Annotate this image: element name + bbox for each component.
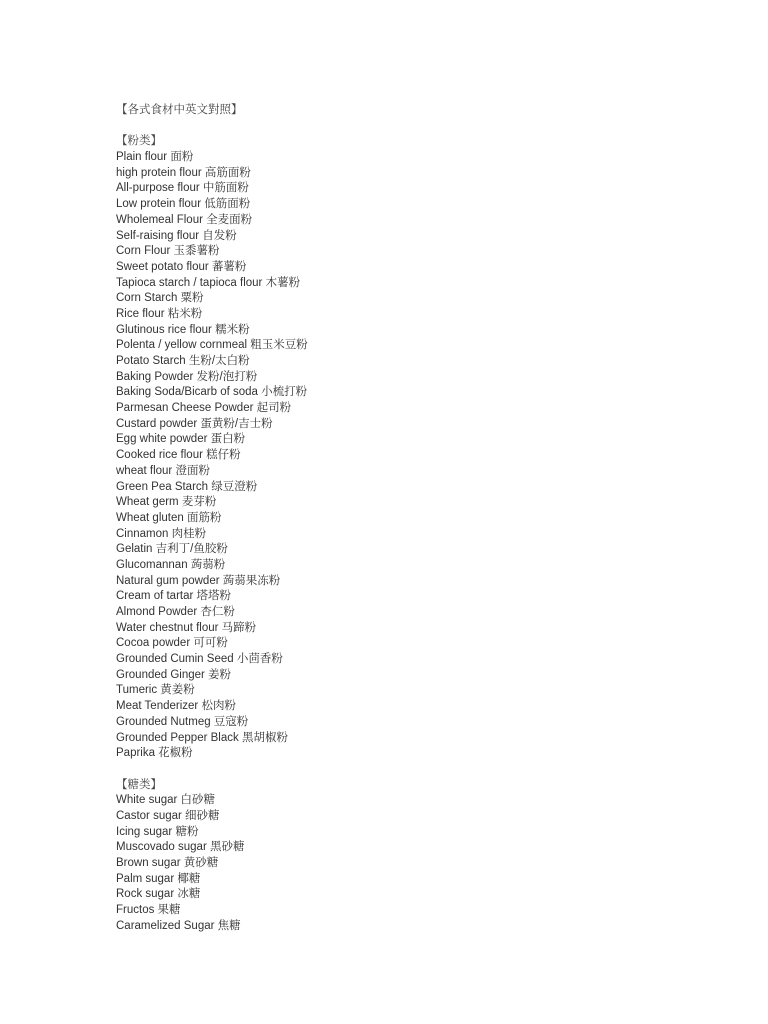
list-item: Corn Flour 玉黍薯粉 <box>116 245 220 258</box>
list-item: Tapioca starch / tapioca flour 木薯粉 <box>116 276 301 289</box>
spacer <box>116 762 736 778</box>
list-item: Egg white powder 蛋白粉 <box>116 433 246 446</box>
list-item: Glutinous rice flour 糯米粉 <box>116 323 250 336</box>
list-item: Baking Powder 发粉/泡打粉 <box>116 370 258 383</box>
list-item: Wheat germ 麦芽粉 <box>116 496 217 509</box>
document-title: 【各式食材中英文對照】 <box>116 104 243 116</box>
list-item: Natural gum powder 蒟蒻果冻粉 <box>116 574 281 587</box>
list-item: Grounded Pepper Black 黑胡椒粉 <box>116 731 288 744</box>
list-item: Gelatin 吉利丁/鱼胶粉 <box>116 543 228 556</box>
list-item: Paprika 花椒粉 <box>116 747 193 760</box>
list-item: Grounded Ginger 姜粉 <box>116 668 232 681</box>
section-sugars <box>116 778 736 935</box>
sugar-list <box>116 793 736 934</box>
list-item: All-purpose flour 中筋面粉 <box>116 182 249 195</box>
list-item: Grounded Cumin Seed 小茴香粉 <box>116 653 283 666</box>
list-item: White sugar 白砂糖 <box>116 794 216 807</box>
list-item: Cocoa powder 可可粉 <box>116 637 228 650</box>
section-heading-sugars: 【糖类】 <box>116 778 162 791</box>
list-item: Custard powder 蛋黄粉/吉士粉 <box>116 417 273 430</box>
spacer <box>116 119 736 135</box>
list-item: wheat flour 澄面粉 <box>116 464 210 477</box>
list-item: Potato Starch 生粉/太白粉 <box>116 355 250 367</box>
list-item: Meat Tenderizer 松肉粉 <box>116 700 236 713</box>
list-item: Cinnamon 肉桂粉 <box>116 527 207 540</box>
list-item: Glucomannan 蒟蒻粉 <box>116 558 226 571</box>
list-item: Rice flour 粘米粉 <box>116 307 203 320</box>
list-item: Polenta / yellow cornmeal 粗玉米豆粉 <box>116 339 308 352</box>
list-item: Tumeric 黄姜粉 <box>116 684 195 697</box>
list-item: Green Pea Starch 绿豆澄粉 <box>116 480 258 493</box>
list-item: Wholemeal Flour 全麦面粉 <box>116 213 253 226</box>
section-heading-flours: 【粉类】 <box>116 135 162 148</box>
list-item: Palm sugar 椰糖 <box>116 872 201 885</box>
list-item: Parmesan Cheese Powder 起司粉 <box>116 402 292 415</box>
list-item: Rock sugar 冰糖 <box>116 888 201 901</box>
list-item: Icing sugar 糖粉 <box>116 825 199 838</box>
list-item: high protein flour 高筋面粉 <box>116 166 251 179</box>
flour-list <box>116 150 736 762</box>
list-item: Self-raising flour 自发粉 <box>116 229 237 242</box>
list-item: Cream of tartar 塔塔粉 <box>116 590 232 603</box>
list-item: Brown sugar 黄砂糖 <box>116 857 219 869</box>
list-item: Almond Powder 杏仁粉 <box>116 606 235 618</box>
list-item: Cooked rice flour 糕仔粉 <box>116 449 241 462</box>
list-item: Muscovado sugar 黑砂糖 <box>116 841 245 854</box>
list-item: Fructos 果糖 <box>116 904 181 917</box>
list-item: Grounded Nutmeg 豆寇粉 <box>116 715 249 728</box>
list-item: Plain flour 面粉 <box>116 151 194 164</box>
document-page <box>116 103 736 934</box>
list-item: Wheat gluten 面筋粉 <box>116 511 222 524</box>
list-item: Sweet potato flour 蕃薯粉 <box>116 260 247 273</box>
list-item: Baking Soda/Bicarb of soda 小梳打粉 <box>116 386 308 399</box>
list-item: Low protein flour 低筋面粉 <box>116 198 251 211</box>
list-item: Castor sugar 细砂糖 <box>116 809 220 822</box>
list-item: Water chestnut flour 马蹄粉 <box>116 621 257 634</box>
list-item: Caramelized Sugar 焦糖 <box>116 919 241 932</box>
list-item: Corn Starch 粟粉 <box>116 292 204 305</box>
section-flours <box>116 134 736 762</box>
